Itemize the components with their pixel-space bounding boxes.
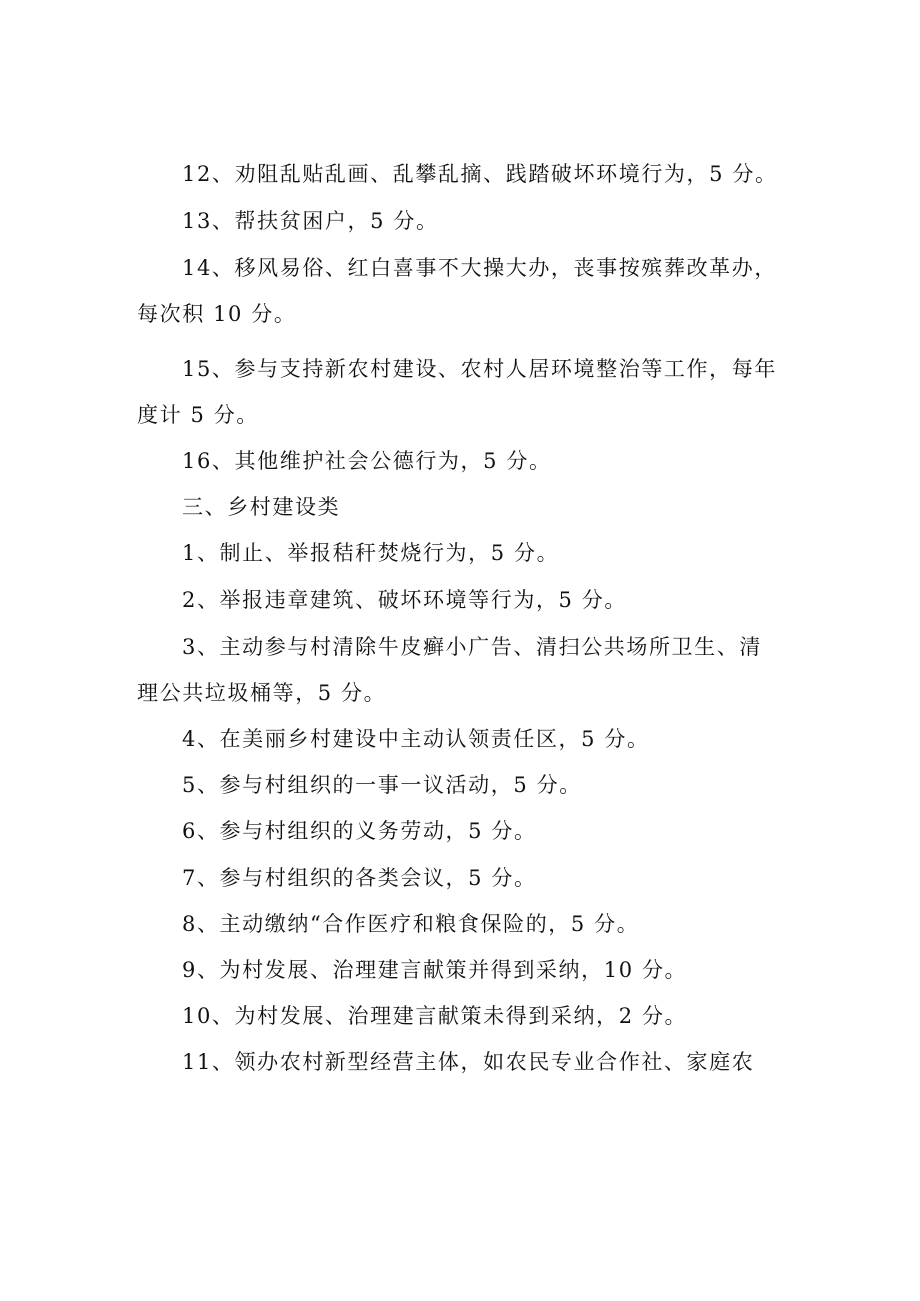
item-2-paragraph — [137, 577, 797, 623]
paragraph-line: 14、移风易俗、红白喜事不大操大办，丧事按殡葬改革办， — [182, 256, 777, 280]
item-3-paragraph — [137, 624, 797, 716]
paragraph-line: 3、主动参与村清除牛皮癣小广告、清扫公共场所卫生、清 — [182, 635, 762, 659]
paragraph-line: 10、为村发展、治理建言献策未得到采纳，2 分。 — [182, 1004, 688, 1028]
item-7-paragraph — [137, 855, 797, 901]
item-16-paragraph — [137, 438, 797, 484]
paragraph-line: 12、劝阻乱贴乱画、乱攀乱摘、践踏破坏环境行为，5 分。 — [182, 162, 778, 186]
item-10-paragraph — [137, 993, 797, 1039]
item-12-paragraph — [137, 151, 797, 197]
paragraph-line: 13、帮扶贫困户，5 分。 — [182, 209, 439, 233]
item-14-paragraph — [137, 245, 797, 337]
paragraph-line: 4、在美丽乡村建设中主动认领责任区，5 分。 — [182, 727, 650, 751]
paragraph-line: 理公共垃圾桶等，5 分。 — [137, 681, 387, 705]
paragraph-line: 11、领办农村新型经营主体，如农民专业合作社、家庭农 — [182, 1050, 755, 1074]
paragraph-line: 7、参与村组织的各类会议，5 分。 — [182, 866, 537, 890]
section-heading-text: 三、乡村建设类 — [182, 495, 341, 519]
paragraph-line: 16、其他维护社会公德行为，5 分。 — [182, 449, 552, 473]
item-6-paragraph — [137, 808, 797, 854]
item-11-paragraph — [137, 1039, 797, 1085]
section-heading — [137, 484, 797, 530]
paragraph-line: 8、主动缴纳“合作医疗和粮食保险的，5 分。 — [182, 912, 640, 936]
item-15-paragraph — [137, 346, 797, 438]
paragraph-line: 6、参与村组织的义务劳动，5 分。 — [182, 819, 537, 843]
paragraph-line: 1、制止、举报秸秆焚烧行为，5 分。 — [182, 541, 560, 565]
paragraph-line: 9、为村发展、治理建言献策并得到采纳，10 分。 — [182, 958, 688, 982]
item-4-paragraph — [137, 716, 797, 762]
paragraph-line: 每次积 10 分。 — [137, 302, 297, 326]
item-1-paragraph — [137, 530, 797, 576]
item-13-paragraph — [137, 198, 797, 244]
paragraph-line: 5、参与村组织的一事一议活动，5 分。 — [182, 773, 582, 797]
item-9-paragraph — [137, 947, 797, 993]
paragraph-line: 度计 5 分。 — [137, 403, 259, 427]
paragraph-line: 2、举报违章建筑、破坏环境等行为，5 分。 — [182, 588, 627, 612]
item-8-paragraph — [137, 901, 797, 947]
item-5-paragraph — [137, 762, 797, 808]
paragraph-line: 15、参与支持新农村建设、农村人居环境整治等工作，每年 — [182, 357, 777, 381]
